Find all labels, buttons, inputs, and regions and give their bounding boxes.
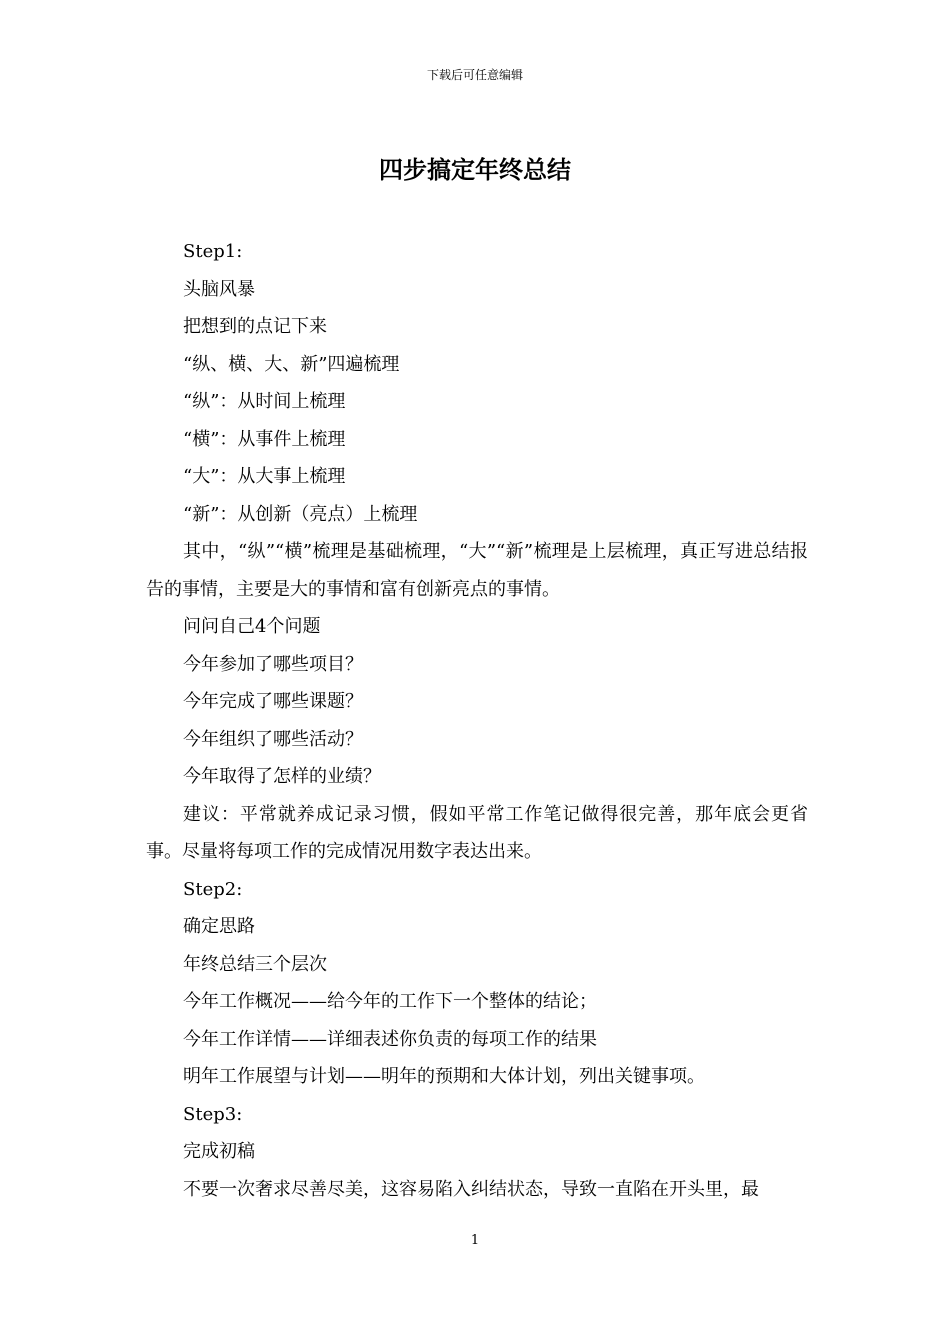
page-title: 四步搞定年终总结 xyxy=(379,155,571,184)
paragraph-new: “新”：从创新（亮点）上梳理 xyxy=(183,503,418,525)
paragraph-record-points: 把想到的点记下来 xyxy=(183,316,327,337)
paragraph-step1-heading: Step1: xyxy=(183,241,243,262)
paragraph-step3-heading: Step3: xyxy=(183,1103,243,1125)
paragraph-question-performance: 今年取得了怎样的业绩？ xyxy=(183,766,381,787)
paragraph-define-approach: 确定思路 xyxy=(183,916,255,937)
paragraph-level-details: 今年工作详情——详细表述你负责的每项工作的结果 xyxy=(183,1028,597,1050)
paragraph-question-projects: 今年参加了哪些项目？ xyxy=(183,653,363,675)
paragraph-question-topics: 今年完成了哪些课题？ xyxy=(183,691,363,712)
paragraph-level-outlook: 明年工作展望与计划——明年的预期和大体计划，列出关键事项。 xyxy=(183,1066,705,1087)
paragraph-draft-advice: 不要一次奢求尽善尽美，这容易陷入纠结状态，导致一直陷在开头里，最 xyxy=(183,1178,759,1200)
paragraph-three-levels: 年终总结三个层次 xyxy=(183,953,327,975)
header-note: 下载后可任意编辑 xyxy=(426,68,523,82)
page-number: 1 xyxy=(470,1233,480,1248)
paragraph-horizontal: “横”：从事件上梳理 xyxy=(183,428,346,450)
paragraph-level-overview: 今年工作概况——给今年的工作下一个整体的结论； xyxy=(183,991,597,1012)
paragraph-vertical: “纵”：从时间上梳理 xyxy=(183,391,346,412)
paragraph-step2-heading: Step2: xyxy=(183,878,243,900)
paragraph-four-questions: 问问自己4个问题 xyxy=(183,616,321,637)
paragraph-question-activities: 今年组织了哪些活动？ xyxy=(183,728,363,750)
paragraph-explanation: 其中，“纵”“横”梳理是基础梳理，“大”“新”梳理是上层梳理，真正写进总结报告的事情，主要是大的事情和富有创新亮点的事情。 xyxy=(146,541,808,600)
paragraph-brainstorm: 头脑风暴 xyxy=(183,278,255,300)
document-body xyxy=(146,233,808,1208)
paragraph-four-reviews: “纵、横、大、新”四遍梳理 xyxy=(183,353,400,375)
paragraph-major: “大”：从大事上梳理 xyxy=(183,466,346,487)
paragraph-suggestion: 建议：平常就养成记录习惯，假如平常工作笔记做得很完善，那年底会更省事。尽量将每项工作的完成情况用数字表达出来。 xyxy=(146,803,808,862)
paragraph-first-draft: 完成初稿 xyxy=(183,1141,255,1162)
